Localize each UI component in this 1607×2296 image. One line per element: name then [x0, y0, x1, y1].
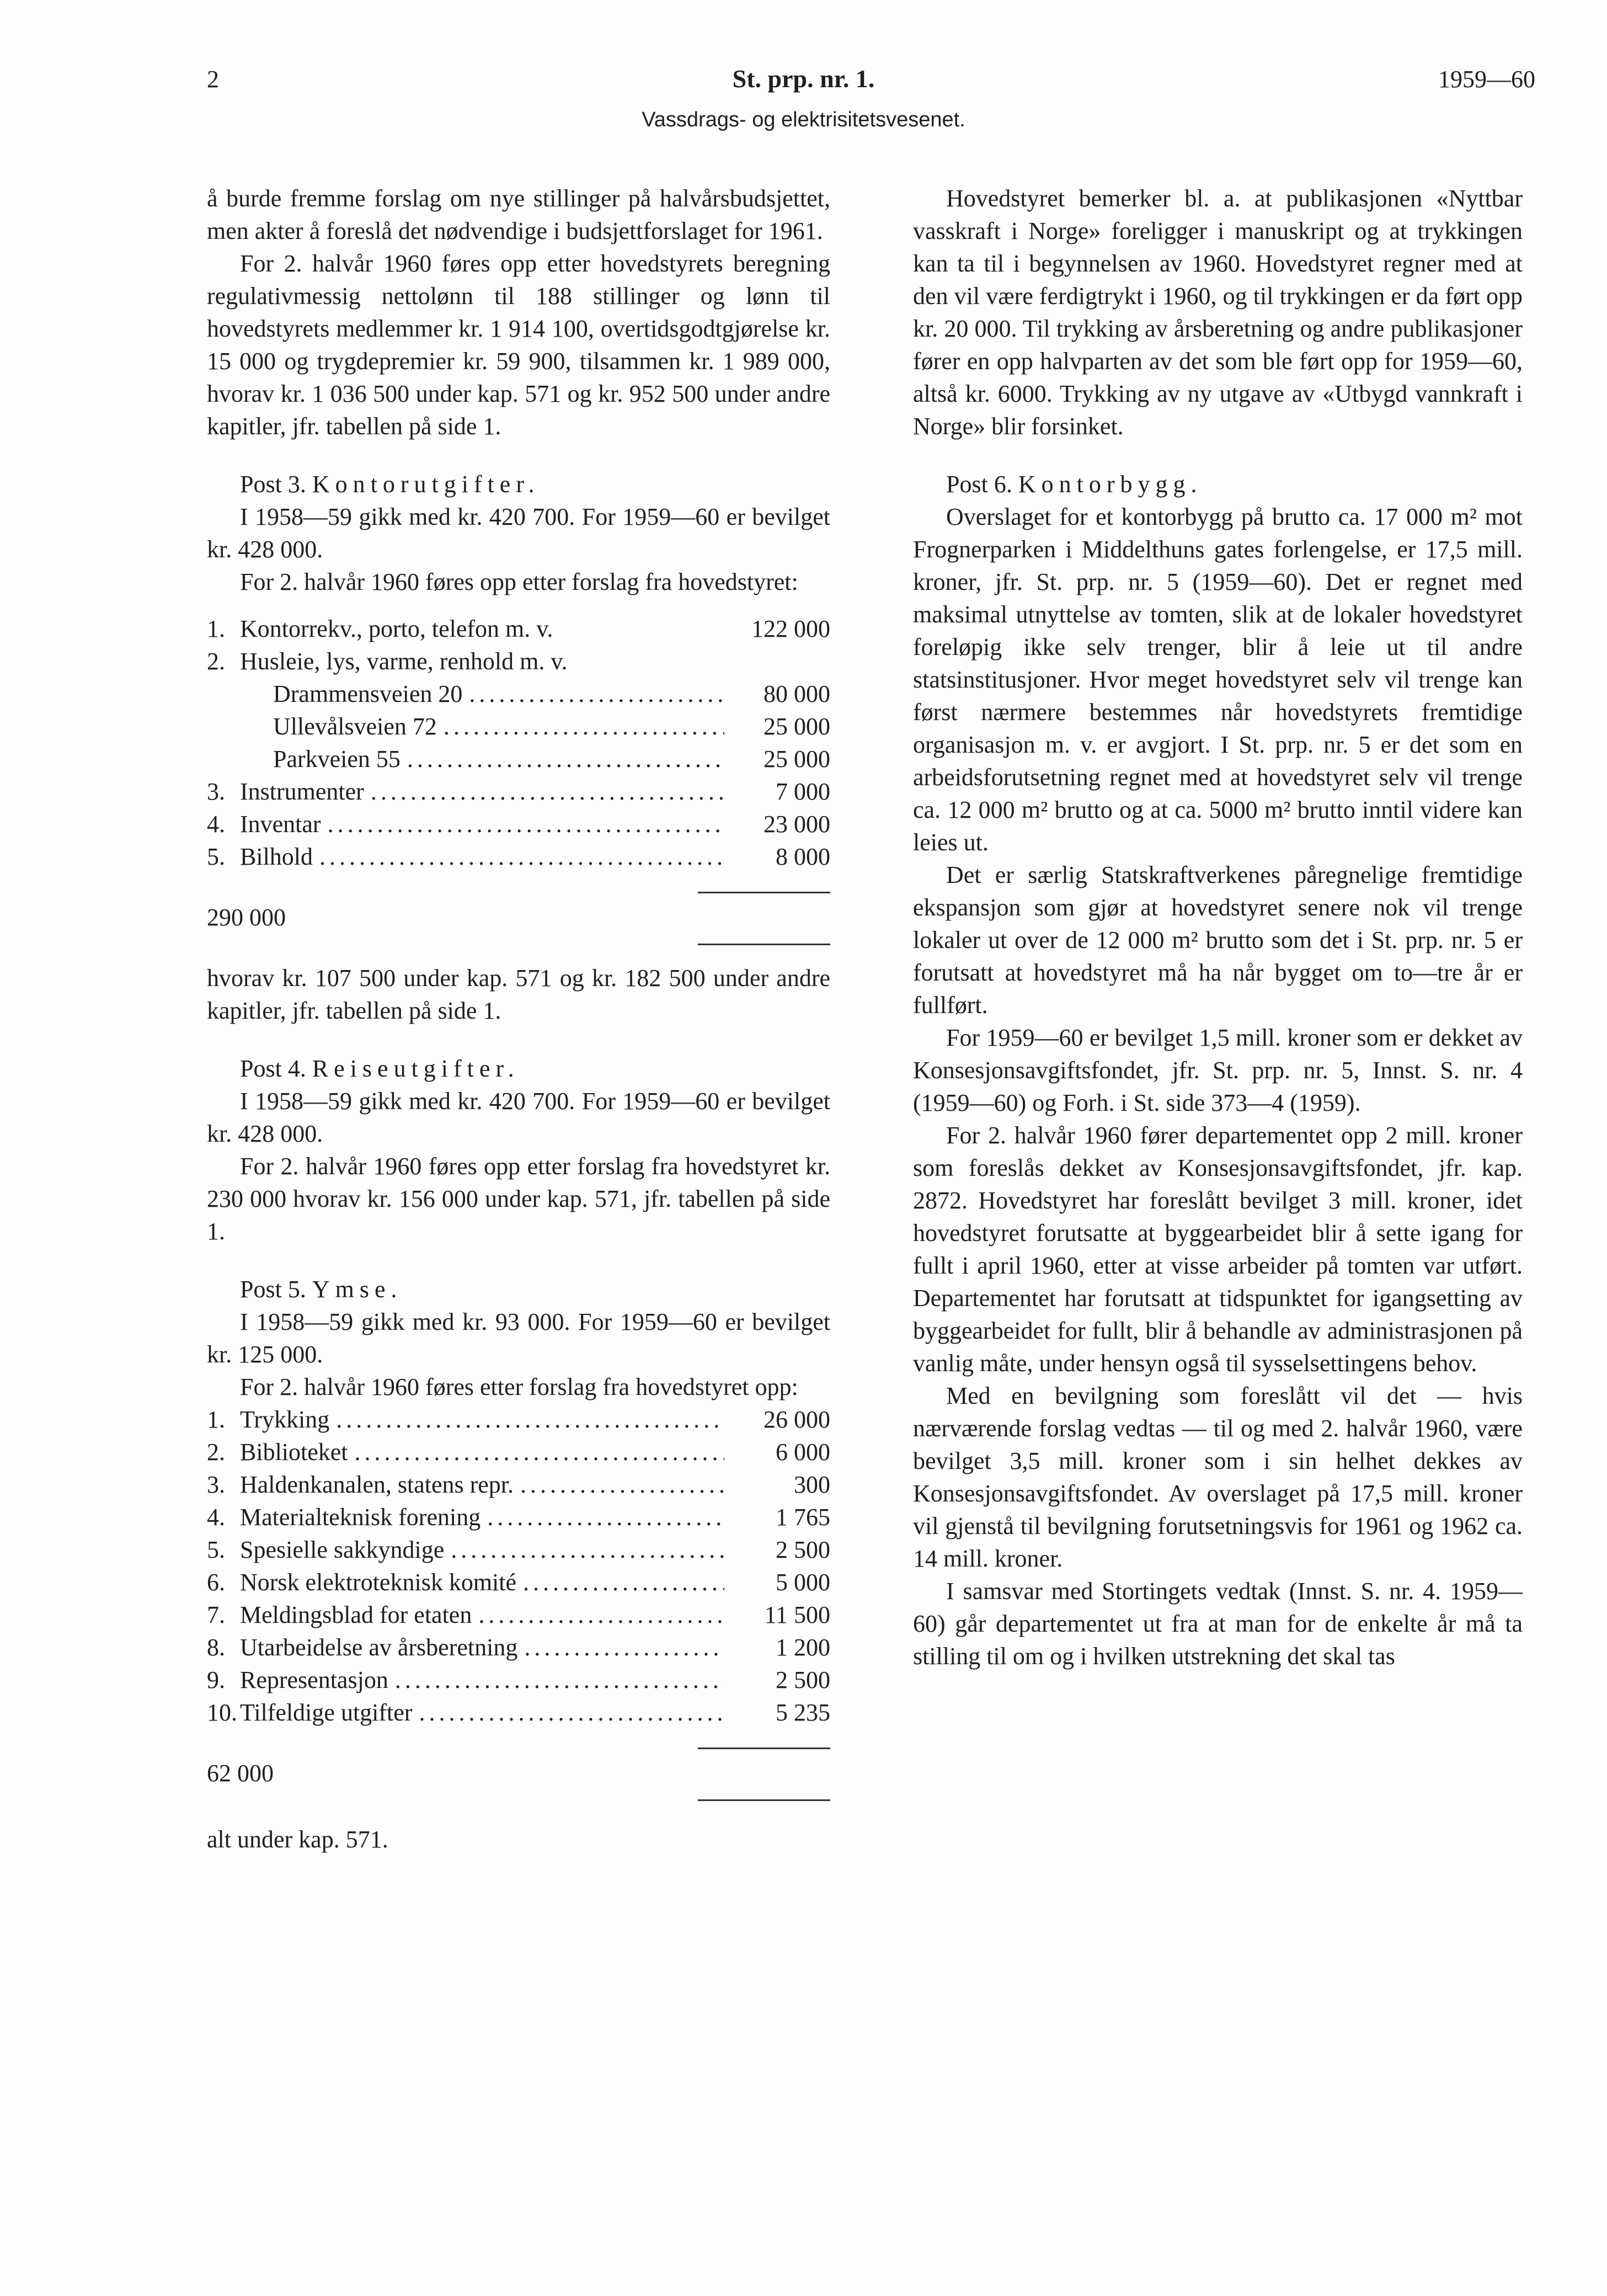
- item-label: Meldingsblad for etaten: [240, 1601, 472, 1628]
- right-column: [913, 182, 1523, 1672]
- item-label: Utarbeidelse av årsberetning: [240, 1634, 518, 1661]
- page-number: 2: [207, 66, 219, 93]
- paragraph: For 2. halvår 1960 føres etter forslag fra hovedstyret opp:: [240, 1373, 798, 1400]
- post-label: Post 4.: [240, 1055, 306, 1082]
- item-label: Bilhold: [240, 843, 313, 870]
- leader-dots: [444, 710, 724, 743]
- list-total: 290 000: [207, 904, 286, 931]
- expense-item: [207, 1696, 830, 1729]
- item-amount: 6 000: [776, 1439, 830, 1466]
- item-label: Tilfeldige utgifter: [240, 1699, 413, 1726]
- post-label: Post 3.: [240, 471, 306, 498]
- leader-dots: [336, 1403, 724, 1436]
- document-title: St. prp. nr. 1.: [732, 65, 875, 93]
- paragraph: Med en bevilgning som foreslått vil det — hvis nærværende forslag vedtas — til og med 2. halvår 1960, være bevilget 3,5 mill. kroner som i sin helhet dekkes av Konsesjonsavgiftsfondet. Av overslaget på 17,5 mill. kroner vil gjenstå til bevilgning forutsetningsvis for 1961 og 1962 ca. 14 mill. kroner.: [913, 1382, 1523, 1572]
- leader-dots: [395, 1664, 724, 1696]
- expense-item: [207, 1664, 830, 1696]
- post-heading: [207, 1273, 830, 1306]
- list-total: 62 000: [207, 1760, 274, 1787]
- expense-item: [207, 1468, 830, 1501]
- item-amount: 122 000: [751, 615, 830, 642]
- expense-item: [207, 775, 830, 808]
- budget-year: 1959—60: [1438, 66, 1535, 93]
- paragraph: alt under kap. 571.: [207, 1826, 388, 1853]
- sum-line: [698, 892, 830, 893]
- leader-dots: [407, 743, 724, 775]
- item-number: 3.: [207, 1471, 225, 1498]
- expense-item: [207, 1533, 830, 1566]
- item-label: Biblioteket: [240, 1439, 348, 1466]
- paragraph: Det er særlig Statskraftverkenes påregnelige fremtidige ekspansjon som gjør at hovedstyret senere nok vil trenge lokaler ut over de 12 000 m² brutto som det i St. prp. nr. 5 er forutsatt at hovedstyret må ha når bygget om to—tre år er fullført.: [913, 861, 1523, 1019]
- item-amount: 2 500: [776, 1536, 830, 1563]
- item-number: 2.: [207, 648, 225, 675]
- leader-dots: [355, 1436, 724, 1468]
- expense-item: [207, 1501, 830, 1533]
- expense-item: [207, 840, 830, 873]
- item-amount: 11 500: [764, 1601, 830, 1628]
- item-amount: 300: [794, 1471, 830, 1498]
- item-number: 10.: [207, 1699, 237, 1726]
- expense-item: [207, 808, 830, 840]
- item-number: 4.: [207, 811, 225, 838]
- paragraph: I 1958—59 gikk med kr. 93 000. For 1959—60 er bevilget kr. 125 000.: [207, 1308, 830, 1368]
- item-number: 6.: [207, 1569, 225, 1596]
- expense-list: [207, 1403, 830, 1729]
- paragraph: For 2. halvår 1960 føres opp etter hovedstyrets beregning regulativmessig nettolønn til 188 stillinger og lønn til hovedstyrets medlemmer kr. 1 914 100, overtidsgodtgjørelse kr. 15 000 og trygdepremier kr. 59 900, tilsammen kr. 1 989 000, hvorav kr. 1 036 500 under kap. 571 og kr. 952 500 under andre kapitler, jfr. tabellen på side 1.: [207, 250, 830, 440]
- item-label: Parkveien 55: [273, 745, 401, 773]
- item-label: Norsk elektroteknisk komité: [240, 1569, 517, 1596]
- expense-item: [207, 678, 830, 710]
- item-label: Instrumenter: [240, 778, 364, 805]
- post-title: Kontorutgifter.: [312, 471, 540, 498]
- left-column: [207, 182, 830, 1856]
- item-label: Trykking: [240, 1406, 330, 1433]
- item-amount: 8 000: [776, 843, 830, 870]
- item-amount: 26 000: [764, 1406, 830, 1433]
- paragraph: For 1959—60 er bevilget 1,5 mill. kroner som er dekket av Konsesjonsavgiftsfondet, jfr. St. prp. nr. 5, Innst. S. nr. 4 (1959—60) og Forh. i St. side 373—4 (1959).: [913, 1024, 1523, 1116]
- post-heading: [207, 468, 830, 500]
- item-amount: 25 000: [764, 745, 830, 773]
- item-amount: 5 000: [776, 1569, 830, 1596]
- item-label: Drammensveien 20: [273, 680, 463, 707]
- item-amount: 1 765: [776, 1504, 830, 1531]
- paragraph: I 1958—59 gikk med kr. 420 700. For 1959—60 er bevilget kr. 428 000.: [207, 1088, 830, 1147]
- post-heading: [913, 468, 1523, 500]
- leader-dots: [487, 1501, 724, 1533]
- post-label: Post 6.: [946, 471, 1012, 498]
- item-amount: 2 500: [776, 1666, 830, 1693]
- item-label: Inventar: [240, 811, 321, 838]
- post-heading: [207, 1052, 830, 1085]
- expense-item: [207, 710, 830, 743]
- item-label: Husleie, lys, varme, renhold m. v.: [240, 648, 568, 675]
- paragraph: å burde fremme forslag om nye stillinger på halvårsbudsjettet, men akter å foreslå det nødvendige i budsjettforslaget for 1961.: [207, 185, 830, 244]
- paragraph: For 2. halvår 1960 fører departementet opp 2 mill. kroner som foreslås dekket av Konsesjonsavgiftsfondet, jfr. kap. 2872. Hovedstyret har foreslått bevilget 3 mill. kroner, idet hovedstyret forutsatte at byggearbeidet blir å sette igang for fullt i april 1960, etter at visse arbeider på tomten var utført. Departementet har forutsatt at tidspunktet for igangsetting av byggearbeidet for fullt, blir å behandle av administrasjonen på vanlig måte, under hensyn også til sysselsettingens behov.: [913, 1122, 1523, 1377]
- paragraph: Hovedstyret bemerker bl. a. at publikasjonen «Nyttbar vasskraft i Norge» foreligger i manuskript og at trykkingen kan ta til i begynnelsen av 1960. Hovedstyret regner med at den vil være ferdigtrykt i 1960, og til trykkingen er da ført opp kr. 20 000. Til trykking av årsberetning og andre publikasjoner fører en opp halvparten av det som ble ført opp for 1959—60, altså kr. 6000. Trykking av ny utgave av «Utbygd vannkraft i Norge» blir forsinket.: [913, 185, 1523, 440]
- expense-item: [207, 743, 830, 775]
- expense-item: [207, 1436, 830, 1468]
- post-title: Reiseutgifter.: [312, 1055, 520, 1082]
- item-amount: 5 235: [776, 1699, 830, 1726]
- sum-line: [698, 1748, 830, 1749]
- leader-dots: [319, 840, 724, 873]
- leader-dots: [469, 678, 724, 710]
- section-subtitle: Vassdrags- og elektrisitetsvesenet.: [642, 108, 965, 131]
- leader-dots: [523, 1566, 724, 1599]
- leader-dots: [524, 1631, 724, 1664]
- expense-item: [207, 645, 830, 678]
- expense-item: [207, 1599, 830, 1631]
- item-label: Materialteknisk forening: [240, 1504, 481, 1531]
- item-amount: 1 200: [776, 1634, 830, 1661]
- paragraph: For 2. halvår 1960 føres opp etter forslag fra hovedstyret:: [240, 568, 798, 595]
- paragraph: hvorav kr. 107 500 under kap. 571 og kr. 182 500 under andre kapitler, jfr. tabellen på side 1.: [207, 965, 830, 1024]
- item-label: Spesielle sakkyndige: [240, 1536, 445, 1563]
- leader-dots: [451, 1533, 724, 1566]
- expense-item: [207, 1631, 830, 1664]
- item-number: 1.: [207, 615, 225, 642]
- paragraph: I 1958—59 gikk med kr. 420 700. For 1959—60 er bevilget kr. 428 000.: [207, 503, 830, 563]
- item-number: 5.: [207, 843, 225, 870]
- item-number: 8.: [207, 1634, 225, 1661]
- paragraph: I samsvar med Stortingets vedtak (Innst. S. nr. 4. 1959—60) går departementet ut fra at man for de enkelte år må ta stilling til om og i hvilken utstrekning det skal tas: [913, 1578, 1523, 1670]
- item-amount: 25 000: [764, 713, 830, 740]
- item-amount: 80 000: [764, 680, 830, 707]
- item-number: 7.: [207, 1601, 225, 1628]
- item-number: 2.: [207, 1439, 225, 1466]
- leader-dots: [478, 1599, 724, 1631]
- paragraph: For 2. halvår 1960 føres opp etter forslag fra hovedstyret kr. 230 000 hvorav kr. 156 000 under kap. 571, jfr. tabellen på side 1.: [207, 1153, 830, 1245]
- leader-dots: [419, 1696, 724, 1729]
- post-title: Ymse.: [312, 1276, 403, 1303]
- item-label: Ullevålsveien 72: [273, 713, 437, 740]
- post-label: Post 5.: [240, 1276, 306, 1303]
- item-amount: 23 000: [764, 811, 830, 838]
- item-number: 3.: [207, 778, 225, 805]
- item-amount: 7 000: [776, 778, 830, 805]
- item-number: 1.: [207, 1406, 225, 1433]
- paragraph: Overslaget for et kontorbygg på brutto ca. 17 000 m² mot Frognerparken i Middelthuns gates forlengelse, er 17,5 mill. kroner, jfr. St. prp. nr. 5 (1959—60). Det er regnet med maksimal utnyttelse av tomten, slik at de lokaler hovedstyret foreløpig ikke selv trenger, blir å leie ut til andre statsinstitusjoner. Hvor meget hovedstyret selv vil trenge kan først nærmere bestemmes når hovedstyrets fremtidige organisasjon m. v. er avgjort. I St. prp. nr. 5 er det som en arbeidsforutsetning regnet med at hovedstyret selv vil trenge ca. 12 000 m² brutto og at ca. 5000 m² brutto inntil videre kan leies ut.: [913, 503, 1523, 856]
- expense-item: [207, 612, 830, 645]
- leader-dots: [520, 1468, 724, 1501]
- item-label: Representasjon: [240, 1666, 388, 1693]
- item-label: Kontorrekv., porto, telefon m. v.: [240, 615, 553, 642]
- item-number: 4.: [207, 1504, 225, 1531]
- expense-list: [207, 612, 830, 873]
- expense-item: [207, 1403, 830, 1436]
- item-label: Haldenkanalen, statens repr.: [240, 1471, 514, 1498]
- leader-dots: [371, 775, 724, 808]
- leader-dots: [328, 808, 724, 840]
- item-number: 5.: [207, 1536, 225, 1563]
- expense-item: [207, 1566, 830, 1599]
- item-number: 9.: [207, 1666, 225, 1693]
- post-title: Kontorbygg.: [1018, 471, 1203, 498]
